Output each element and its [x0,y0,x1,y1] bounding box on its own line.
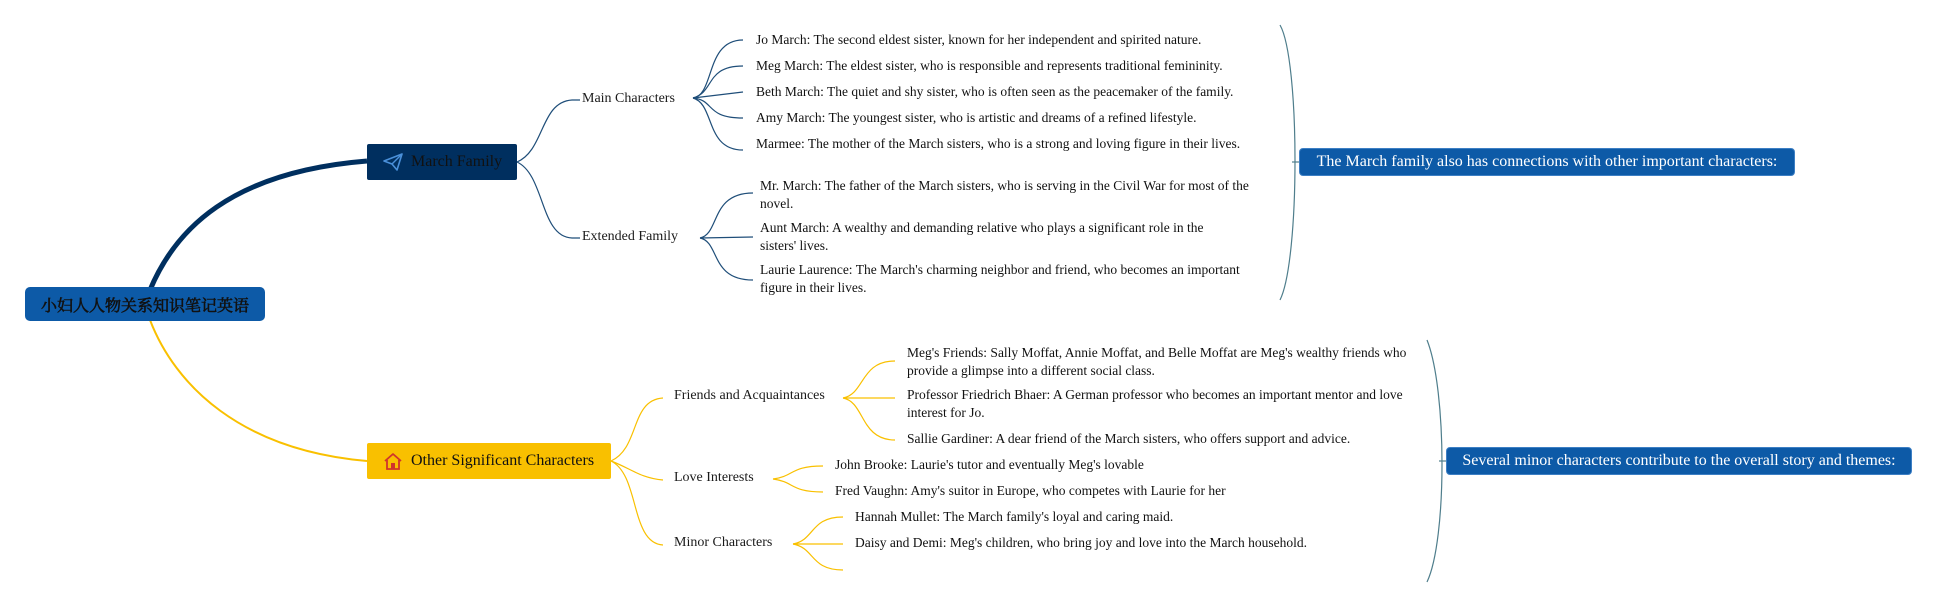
group-extended-family[interactable]: Extended Family [582,229,679,244]
list-item[interactable]: Daisy and Demi: Meg's children, who bring joy and love into the March household. [855,535,1307,550]
list-item[interactable]: Laurie Laurence: The March's charming neighbor and friend, who becomes an important figure in their lives. [760,262,1240,295]
root-branch-2-connector [150,320,367,461]
list-item[interactable]: Beth March: The quiet and shy sister, who is often seen as the peacemaker of the family. [756,84,1234,99]
list-item[interactable]: Sallie Gardiner: A dear friend of the March sisters, who offers support and advice. [907,431,1351,446]
list-item[interactable]: Fred Vaughn: Amy's suitor in Europe, who competes with Laurie for her [835,483,1226,498]
group-minor-characters[interactable]: Minor Characters [674,535,773,550]
list-item[interactable]: Aunt March: A wealthy and demanding relative who plays a significant role in the sisters' lives. [760,220,1204,253]
list-item[interactable]: Mr. March: The father of the March sisters, who is serving in the Civil War for most of the novel. [760,178,1249,211]
group-friends-and-acquaintances[interactable]: Friends and Acquaintances [674,388,825,403]
root-topic[interactable] [25,287,265,321]
branch-label: Other Significant Characters [411,452,595,469]
list-item[interactable]: Marmee: The mother of the March sisters, who is a strong and loving figure in their lives. [756,136,1241,151]
root-branch-1-connector [150,161,367,290]
group-love-interests[interactable]: Love Interests [674,470,754,485]
list-item[interactable]: Meg March: The eldest sister, who is responsible and represents traditional femininity. [756,58,1223,73]
branch-label: March Family [411,153,503,170]
list-item[interactable]: Jo March: The second eldest sister, known for her independent and spirited nature. [756,32,1202,47]
list-item[interactable]: Hannah Mullet: The March family's loyal and caring maid. [855,509,1174,524]
summary-box-march-family[interactable]: The March family also has connections with other important characters: [1299,148,1795,176]
group-main-characters[interactable]: Main Characters [582,91,675,106]
house-icon [383,452,403,470]
list-item[interactable]: John Brooke: Laurie's tutor and eventually Meg's lovable [835,457,1144,472]
paper-plane-icon [383,153,403,171]
list-item[interactable]: Amy March: The youngest sister, who is artistic and dreams of a refined lifestyle. [756,110,1197,125]
list-item[interactable]: Meg's Friends: Sally Moffat, Annie Moffat, and Belle Moffat are Meg's wealthy friends who provide a glimpse into a different social class. [907,345,1407,378]
summary-box-other-characters[interactable]: Several minor characters contribute to the overall story and themes: [1446,447,1912,475]
branch-other-significant-characters[interactable] [367,443,611,479]
list-item[interactable]: Professor Friedrich Bhaer: A German professor who becomes an important mentor and love interest for Jo. [907,387,1403,420]
branch-march-family[interactable] [367,144,517,180]
root-topic-label: 小妇人人物关系知识笔记英语 [40,297,249,315]
